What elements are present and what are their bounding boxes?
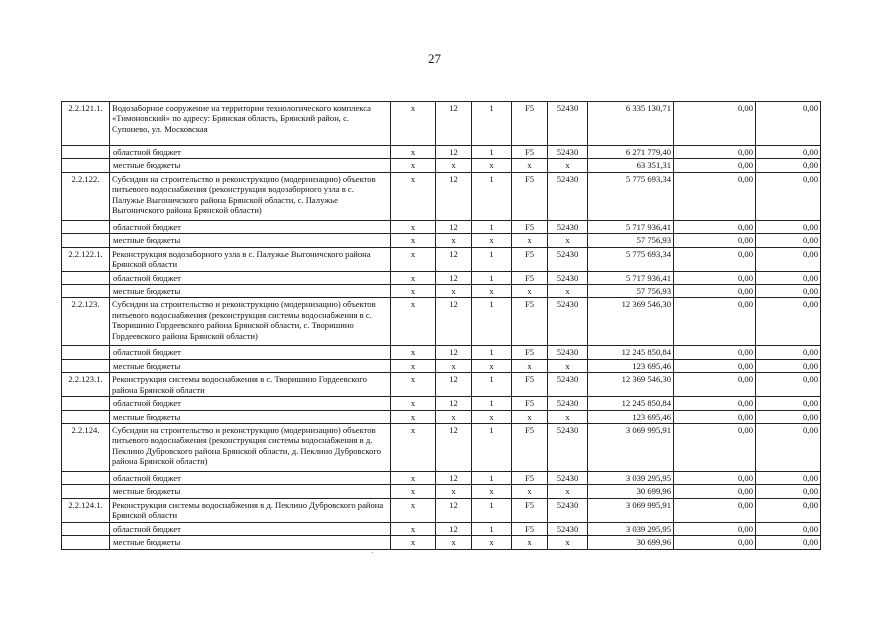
value-year-3: 0,00 (756, 247, 821, 271)
value-year-2: 0,00 (674, 102, 756, 146)
table-subrow (62, 397, 821, 410)
value-year-1: 30 699,96 (588, 536, 674, 549)
col-subsection: 1 (472, 102, 512, 146)
value-year-3: 0,00 (756, 220, 821, 233)
row-name: Реконструкция водозаборного узла в с. Палужье Выгоничского района Брянской области (110, 247, 391, 271)
table-subrow (62, 485, 821, 498)
value-year-2: 0,00 (674, 498, 756, 522)
col-section: 12 (436, 522, 472, 535)
table-subrow (62, 359, 821, 372)
col-section: x (436, 285, 472, 298)
value-year-1: 3 069 995,91 (588, 424, 674, 472)
col-indicator: x (391, 172, 436, 220)
value-year-1: 5 717 936,41 (588, 220, 674, 233)
value-year-3: 0,00 (756, 397, 821, 410)
col-expense-code: 52430 (548, 397, 588, 410)
value-year-3: 0,00 (756, 373, 821, 397)
row-code: 2.2.123. (62, 298, 110, 346)
row-name: местные бюджеты (110, 234, 391, 247)
value-year-2: 0,00 (674, 346, 756, 359)
table-row (62, 172, 821, 220)
value-year-3: 0,00 (756, 298, 821, 346)
value-year-2: 0,00 (674, 485, 756, 498)
row-name: областной бюджет (110, 271, 391, 284)
value-year-3: 0,00 (756, 536, 821, 549)
col-indicator: x (391, 159, 436, 172)
table-subrow (62, 220, 821, 233)
col-subsection: x (472, 359, 512, 372)
row-name: Субсидии на строительство и реконструкцию (модернизацию) объектов питьевого водоснабжения (реконструкция системы водоснабжения в д. Пеклино Дубровского района Брянской области, д. Пеклино Дубровского района Брянской области) (110, 424, 391, 472)
col-target-item: x (512, 159, 548, 172)
table-subrow (62, 472, 821, 485)
col-section: 12 (436, 102, 472, 146)
row-code (62, 359, 110, 372)
col-section: 12 (436, 498, 472, 522)
value-year-1: 3 069 995,91 (588, 498, 674, 522)
row-code (62, 159, 110, 172)
col-subsection: 1 (472, 172, 512, 220)
row-name: областной бюджет (110, 146, 391, 159)
row-code (62, 397, 110, 410)
col-expense-code: 52430 (548, 522, 588, 535)
col-indicator: x (391, 536, 436, 549)
col-indicator: x (391, 522, 436, 535)
value-year-3: 0,00 (756, 498, 821, 522)
col-target-item: F5 (512, 498, 548, 522)
row-code: 2.2.124. (62, 424, 110, 472)
col-target-item: F5 (512, 298, 548, 346)
col-section: x (436, 159, 472, 172)
table-row (62, 298, 821, 346)
value-year-1: 30 699,96 (588, 485, 674, 498)
value-year-2: 0,00 (674, 472, 756, 485)
row-name: местные бюджеты (110, 359, 391, 372)
table-row (62, 247, 821, 271)
budget-table (61, 101, 821, 550)
row-code (62, 472, 110, 485)
value-year-2: 0,00 (674, 410, 756, 423)
value-year-2: 0,00 (674, 159, 756, 172)
col-subsection: x (472, 285, 512, 298)
row-name: Реконструкция системы водоснабжения в д. Пеклино Дубровского района Брянской области (110, 498, 391, 522)
value-year-2: 0,00 (674, 373, 756, 397)
col-section: 12 (436, 346, 472, 359)
col-expense-code: 52430 (548, 424, 588, 472)
col-indicator: x (391, 498, 436, 522)
table-row (62, 498, 821, 522)
value-year-2: 0,00 (674, 234, 756, 247)
scan-speck (372, 552, 373, 553)
col-indicator: x (391, 373, 436, 397)
col-indicator: x (391, 271, 436, 284)
value-year-3: 0,00 (756, 424, 821, 472)
col-indicator: x (391, 247, 436, 271)
row-code (62, 536, 110, 549)
col-expense-code: 52430 (548, 472, 588, 485)
row-code (62, 271, 110, 284)
row-code (62, 146, 110, 159)
value-year-1: 5 775 693,34 (588, 172, 674, 220)
col-target-item: F5 (512, 346, 548, 359)
value-year-2: 0,00 (674, 271, 756, 284)
col-indicator: x (391, 298, 436, 346)
col-expense-code: x (548, 359, 588, 372)
value-year-1: 3 039 295,95 (588, 472, 674, 485)
col-indicator: x (391, 410, 436, 423)
col-target-item: x (512, 285, 548, 298)
col-target-item: x (512, 410, 548, 423)
row-code (62, 522, 110, 535)
col-target-item: x (512, 234, 548, 247)
col-section: 12 (436, 247, 472, 271)
value-year-2: 0,00 (674, 247, 756, 271)
col-target-item: F5 (512, 472, 548, 485)
col-subsection: x (472, 485, 512, 498)
value-year-3: 0,00 (756, 359, 821, 372)
col-target-item: F5 (512, 146, 548, 159)
col-indicator: x (391, 220, 436, 233)
table-subrow (62, 536, 821, 549)
col-expense-code: x (548, 536, 588, 549)
col-subsection: 1 (472, 298, 512, 346)
value-year-1: 12 369 546,30 (588, 373, 674, 397)
value-year-1: 3 039 295,95 (588, 522, 674, 535)
value-year-3: 0,00 (756, 234, 821, 247)
value-year-1: 57 756,93 (588, 234, 674, 247)
value-year-2: 0,00 (674, 397, 756, 410)
value-year-3: 0,00 (756, 285, 821, 298)
row-code: 2.2.121.1. (62, 102, 110, 146)
value-year-1: 5 717 936,41 (588, 271, 674, 284)
row-name: областной бюджет (110, 522, 391, 535)
value-year-3: 0,00 (756, 346, 821, 359)
col-expense-code: x (548, 285, 588, 298)
row-name: Водозаборное сооружение на территории технологического комплекса «Тимоновский» по адресу: Брянская область, Брянский район, с. Супонево, ул. Московская (110, 102, 391, 146)
col-expense-code: 52430 (548, 498, 588, 522)
col-expense-code: x (548, 485, 588, 498)
col-subsection: 1 (472, 472, 512, 485)
col-section: x (436, 234, 472, 247)
row-name: областной бюджет (110, 346, 391, 359)
row-name: областной бюджет (110, 220, 391, 233)
col-indicator: x (391, 359, 436, 372)
row-code (62, 220, 110, 233)
row-name: местные бюджеты (110, 285, 391, 298)
col-section: x (436, 410, 472, 423)
col-subsection: 1 (472, 146, 512, 159)
col-indicator: x (391, 424, 436, 472)
row-code (62, 346, 110, 359)
value-year-1: 6 335 130,71 (588, 102, 674, 146)
value-year-3: 0,00 (756, 410, 821, 423)
value-year-3: 0,00 (756, 159, 821, 172)
col-target-item: F5 (512, 424, 548, 472)
col-expense-code: 52430 (548, 346, 588, 359)
col-subsection: 1 (472, 271, 512, 284)
col-expense-code: 52430 (548, 298, 588, 346)
col-expense-code: 52430 (548, 247, 588, 271)
table-row (62, 424, 821, 472)
col-expense-code: 52430 (548, 271, 588, 284)
value-year-1: 123 695,46 (588, 410, 674, 423)
row-code (62, 285, 110, 298)
value-year-3: 0,00 (756, 146, 821, 159)
value-year-2: 0,00 (674, 172, 756, 220)
value-year-2: 0,00 (674, 522, 756, 535)
value-year-3: 0,00 (756, 172, 821, 220)
value-year-2: 0,00 (674, 359, 756, 372)
row-name: местные бюджеты (110, 159, 391, 172)
col-expense-code: x (548, 234, 588, 247)
value-year-1: 123 695,46 (588, 359, 674, 372)
col-section: 12 (436, 220, 472, 233)
value-year-3: 0,00 (756, 271, 821, 284)
col-expense-code: 52430 (548, 373, 588, 397)
table-subrow (62, 522, 821, 535)
col-target-item: F5 (512, 373, 548, 397)
col-section: 12 (436, 146, 472, 159)
col-expense-code: x (548, 410, 588, 423)
row-code: 2.2.124.1. (62, 498, 110, 522)
row-name: местные бюджеты (110, 536, 391, 549)
value-year-1: 5 775 693,34 (588, 247, 674, 271)
value-year-2: 0,00 (674, 146, 756, 159)
col-section: x (436, 485, 472, 498)
table-subrow (62, 159, 821, 172)
value-year-3: 0,00 (756, 522, 821, 535)
col-indicator: x (391, 234, 436, 247)
col-indicator: x (391, 346, 436, 359)
row-name: областной бюджет (110, 397, 391, 410)
col-subsection: 1 (472, 522, 512, 535)
col-section: 12 (436, 271, 472, 284)
row-code: 2.2.122. (62, 172, 110, 220)
row-code: 2.2.122.1. (62, 247, 110, 271)
col-section: x (436, 536, 472, 549)
table-subrow (62, 146, 821, 159)
value-year-2: 0,00 (674, 220, 756, 233)
value-year-1: 12 369 546,30 (588, 298, 674, 346)
col-subsection: 1 (472, 220, 512, 233)
table-row (62, 102, 821, 146)
row-code (62, 410, 110, 423)
row-name: Реконструкция системы водоснабжения в с. Творишино Гордеевского района Брянской области (110, 373, 391, 397)
value-year-3: 0,00 (756, 102, 821, 146)
col-expense-code: 52430 (548, 172, 588, 220)
row-name: областной бюджет (110, 472, 391, 485)
col-subsection: 1 (472, 424, 512, 472)
col-section: 12 (436, 424, 472, 472)
table-subrow (62, 346, 821, 359)
col-subsection: x (472, 410, 512, 423)
col-target-item: x (512, 485, 548, 498)
row-name: Субсидии на строительство и реконструкцию (модернизацию) объектов питьевого водоснабжения (реконструкция системы водоснабжения в с. Творишино Гордеевского района Брянской области, с. Творишино Гордеевского района Брянской области) (110, 298, 391, 346)
col-section: 12 (436, 472, 472, 485)
value-year-3: 0,00 (756, 485, 821, 498)
col-indicator: x (391, 472, 436, 485)
col-subsection: 1 (472, 397, 512, 410)
col-section: 12 (436, 373, 472, 397)
value-year-1: 63 351,31 (588, 159, 674, 172)
col-section: 12 (436, 298, 472, 346)
value-year-2: 0,00 (674, 424, 756, 472)
col-indicator: x (391, 102, 436, 146)
value-year-1: 6 271 779,40 (588, 146, 674, 159)
col-target-item: F5 (512, 522, 548, 535)
row-code: 2.2.123.1. (62, 373, 110, 397)
col-target-item: F5 (512, 102, 548, 146)
col-subsection: x (472, 159, 512, 172)
col-subsection: x (472, 536, 512, 549)
table-subrow (62, 285, 821, 298)
col-subsection: x (472, 234, 512, 247)
col-expense-code: x (548, 159, 588, 172)
col-indicator: x (391, 285, 436, 298)
row-code (62, 234, 110, 247)
value-year-1: 57 756,93 (588, 285, 674, 298)
value-year-2: 0,00 (674, 285, 756, 298)
col-target-item: F5 (512, 220, 548, 233)
col-indicator: x (391, 485, 436, 498)
table-subrow (62, 271, 821, 284)
col-expense-code: 52430 (548, 102, 588, 146)
value-year-3: 0,00 (756, 472, 821, 485)
col-target-item: F5 (512, 247, 548, 271)
page-number: 27 (428, 51, 441, 66)
table-subrow (62, 234, 821, 247)
col-subsection: 1 (472, 247, 512, 271)
col-subsection: 1 (472, 373, 512, 397)
col-expense-code: 52430 (548, 220, 588, 233)
value-year-1: 12 245 850,84 (588, 346, 674, 359)
col-section: 12 (436, 397, 472, 410)
value-year-1: 12 245 850,84 (588, 397, 674, 410)
col-section: 12 (436, 172, 472, 220)
col-expense-code: 52430 (548, 146, 588, 159)
table-subrow (62, 410, 821, 423)
row-code (62, 485, 110, 498)
col-subsection: 1 (472, 346, 512, 359)
col-target-item: F5 (512, 271, 548, 284)
col-indicator: x (391, 146, 436, 159)
value-year-2: 0,00 (674, 298, 756, 346)
col-target-item: F5 (512, 172, 548, 220)
col-target-item: x (512, 536, 548, 549)
table-row (62, 373, 821, 397)
row-name: местные бюджеты (110, 485, 391, 498)
col-section: x (436, 359, 472, 372)
row-name: Субсидии на строительство и реконструкцию (модернизацию) объектов питьевого водоснабжения (реконструкция водозаборного узла в с. Палужье Выгоничского района Брянской области, с. Палужье Выгоничского района Брянской области) (110, 172, 391, 220)
col-target-item: F5 (512, 397, 548, 410)
col-subsection: 1 (472, 498, 512, 522)
col-indicator: x (391, 397, 436, 410)
row-name: местные бюджеты (110, 410, 391, 423)
col-target-item: x (512, 359, 548, 372)
value-year-2: 0,00 (674, 536, 756, 549)
